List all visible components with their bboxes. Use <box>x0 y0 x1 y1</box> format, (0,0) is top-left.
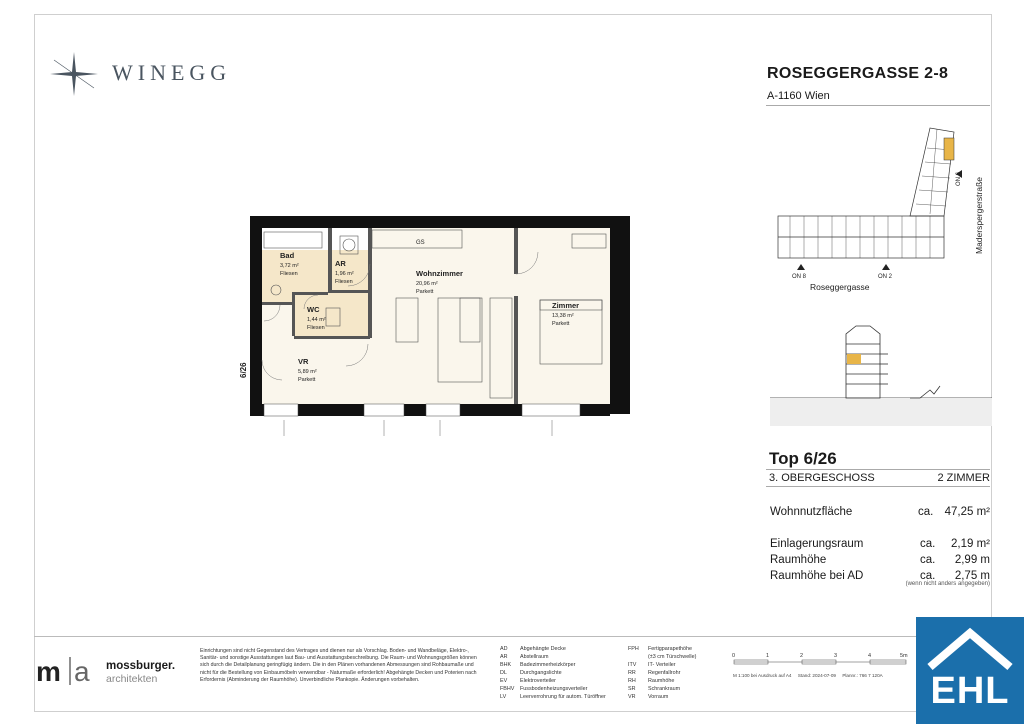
footer-divider <box>34 636 916 637</box>
unit-floor: 3. OBERGESCHOSS <box>769 472 875 484</box>
entrance-label-on2: ON 2 <box>878 274 893 280</box>
divider <box>766 469 990 470</box>
figure-row: Einlagerungsraum ca. 2,19 m² <box>770 538 990 550</box>
unit-plan-label: 6/26 <box>239 362 248 378</box>
street-label-bottom: Roseggergasse <box>810 282 870 292</box>
unit-rooms: 2 ZIMMER <box>937 472 990 484</box>
room-floor: Fliesen <box>307 325 325 331</box>
room-name: Zimmer <box>552 301 580 310</box>
room-name: VR <box>298 357 309 366</box>
room-floor: Parkett <box>552 321 570 327</box>
room-name: Bad <box>280 251 295 260</box>
divider <box>766 486 990 487</box>
divider <box>766 105 990 106</box>
house-roof-icon <box>916 617 1024 677</box>
unit-number: Top 6/26 <box>769 449 837 468</box>
figure-row: Raumhöhe bei AD ca. 2,75 m <box>770 570 990 582</box>
room-name: AR <box>335 259 346 268</box>
entrance-label-on8: ON 8 <box>792 274 807 280</box>
room-area: 3,72 m² <box>280 263 299 269</box>
architect-name: mossburger. <box>106 660 176 672</box>
svg-text:a: a <box>74 656 90 687</box>
figure-row: Wohnnutzfläche ca. 47,25 m² <box>770 506 990 518</box>
abbreviations-left: AD Abgehängte Decke AR Abstellraum BHK Badezimmerheizkörper DL Durchgangslichte EV Elektroverteiler FBHV Fussbodenheizungsverteiler LV Leerverrohrung für autom. Türöffner <box>500 646 606 700</box>
scale-tick: 5m <box>900 653 908 659</box>
room-floor: Fliesen <box>335 279 353 285</box>
scale-bar <box>730 648 910 668</box>
street-label-right: Maderspergerstraße <box>974 176 984 254</box>
architect-sub: architekten <box>106 673 158 685</box>
room-floor: Parkett <box>416 289 434 295</box>
room-area: 1,96 m² <box>335 271 354 277</box>
svg-text:m: m <box>36 656 61 687</box>
scale-tick: 3 <box>834 653 838 659</box>
abbreviations-right: FPH Fertigparapethöhe (±3 cm Türschwelle) ITV IT- Verteiler RR Regenfallrohr RH Raumhöhe SR Schrankraum VR Vorraum <box>628 646 697 700</box>
room-area: 13,38 m² <box>552 313 574 319</box>
fixture-label: GS <box>416 240 425 246</box>
room-floor: Fliesen <box>280 271 298 277</box>
scale-tick: 0 <box>732 653 736 659</box>
ehl-logo-text: EHL <box>930 670 1010 712</box>
room-name: WC <box>307 305 320 314</box>
winegg-star-icon <box>50 52 98 96</box>
building-section <box>770 320 992 428</box>
room-name: Wohnzimmer <box>416 269 463 278</box>
scale-tick: 4 <box>868 653 872 659</box>
scale-tick: 1 <box>766 653 770 659</box>
plan-meta: M 1:100 bei Ausdruck auf A4 Stand: 2024-07-09 Plannr.: 766 7 120A <box>733 673 883 678</box>
architect-logo-icon <box>36 653 100 687</box>
project-title: ROSEGGERGASSE 2-8 <box>767 65 949 82</box>
scale-tick: 2 <box>800 653 804 659</box>
project-address: A-1160 Wien <box>767 90 830 102</box>
room-area: 5,89 m² <box>298 369 317 375</box>
entrance-label-on6: ON 6 <box>956 171 962 186</box>
room-floor: Parkett <box>298 377 316 383</box>
figure-row: Raumhöhe ca. 2,99 m <box>770 554 990 566</box>
height-note: (wenn nicht anders angegeben) <box>905 581 990 587</box>
floor-plan <box>228 210 638 442</box>
disclaimer-text: Einrichtungen sind nicht Gegenstand des Vertrages und dienen nur als Vorschlag. Boden- und Wandbeläge, Elektro-, Sanitär- und sonstige Ausstattungen laut Bau- und Ausstattungsbeschreibung. Die Raum- und Wohnungsgrößen können sich durch die Detailplanung geringfügig ändern. Die in den Plänen vorhandenen Abmessungen sind Rohbaumaße und nicht für die Bestellung von Einbaumöbeln verwendbar - Naturmaße erforderlich! Abgehängte Decken und Poterien nach Erfordernis (Abminderung der Raumhöhe). Unverbindliche Plankopie. Änderungen vorbehalten. <box>200 648 477 683</box>
site-plan <box>770 124 992 294</box>
room-area: 1,44 m² <box>307 317 326 323</box>
brand-logo-text: WINEGG <box>112 60 232 85</box>
room-area: 20,96 m² <box>416 281 438 287</box>
